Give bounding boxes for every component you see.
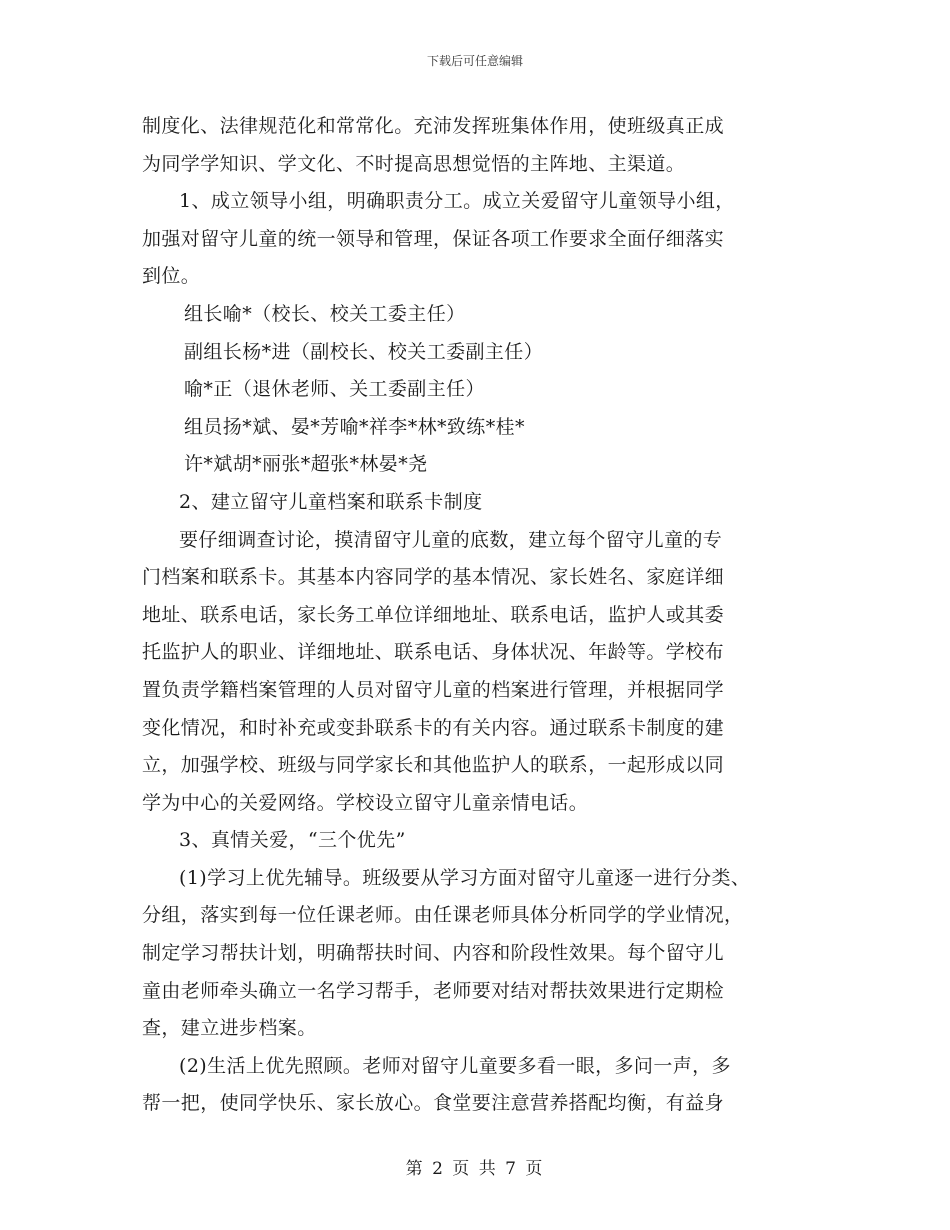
text-line: 查，建立进步档案。 <box>142 1017 317 1040</box>
text-line: 制度化、法律规范化和常常化。充沛发挥班集体作用，使班级真正成 <box>142 115 725 137</box>
page-header: 下载后可任意编辑 <box>426 54 523 68</box>
page-footer: 第 2 页 共 7 页 <box>405 1159 545 1179</box>
text-line: 组员扬*斌、晏*芳喻*祥李*林*致练*桂* <box>184 415 525 438</box>
text-line: 立，加强学校、班级与同学家长和其他监护人的联系，一起形成以同 <box>142 754 725 777</box>
text-line: 帮一把，使同学快乐、家长放心。食堂要注意营养搭配均衡，有益身 <box>142 1092 725 1115</box>
text-line: 童由老师牵头确立一名学习帮手，老师要对结对帮扶效果进行定期检 <box>142 979 725 1002</box>
text-line: 3、真情关爱，“三个优先” <box>179 829 406 852</box>
text-line: 喻*正（退休老师、关工委副主任） <box>184 378 485 401</box>
text-line: (2)生活上优先照顾。老师对留守儿童要多看一眼，多问一声，多 <box>179 1054 731 1077</box>
text-line: 组长喻*（校长、校关工委主任） <box>184 302 466 325</box>
text-line: 为同学学知识、学文化、不时提高思想觉悟的主阵地、主渠道。 <box>142 152 686 175</box>
text-line: 2、建立留守儿童档案和联系卡制度 <box>179 490 483 513</box>
text-line: 1、成立领导小组，明确职责分工。成立关爱留守儿童领导小组， <box>179 190 735 213</box>
document-body <box>142 108 832 1123</box>
text-line: (1)学习上优先辅导。班级要从学习方面对留守儿童逐一进行分类、 <box>179 866 751 889</box>
text-line: 副组长杨*进（副校长、校关工委副主任） <box>184 340 544 363</box>
text-line: 到位。 <box>142 265 201 288</box>
text-line: 托监护人的职业、详细地址、联系电话、身体状况、年龄等。学校布 <box>142 641 725 664</box>
text-line: 置负责学籍档案管理的人员对留守儿童的档案进行管理，并根据同学 <box>142 678 725 701</box>
text-line: 加强对留守儿童的统一领导和管理，保证各项工作要求全面仔细落实 <box>142 227 725 250</box>
text-line: 要仔细调查讨论，摸清留守儿童的底数，建立每个留守儿童的专 <box>179 528 723 551</box>
text-line: 变化情况，和时补充或变卦联系卡的有关内容。通过联系卡制度的建 <box>142 716 725 739</box>
text-line: 许*斌胡*丽张*超张*林晏*尧 <box>184 453 428 476</box>
text-line: 学为中心的关爱网络。学校设立留守儿童亲情电话。 <box>142 791 589 814</box>
text-line: 制定学习帮扶计划，明确帮扶时间、内容和阶段性效果。每个留守儿 <box>142 942 725 965</box>
text-line: 地址、联系电话，家长务工单位详细地址、联系电话，监护人或其委 <box>142 603 725 626</box>
text-line: 门档案和联系卡。其基本内容同学的基本情况、家长姓名、家庭详细 <box>142 566 725 589</box>
text-line: 分组，落实到每一位任课老师。由任课老师具体分析同学的学业情况， <box>142 904 744 927</box>
